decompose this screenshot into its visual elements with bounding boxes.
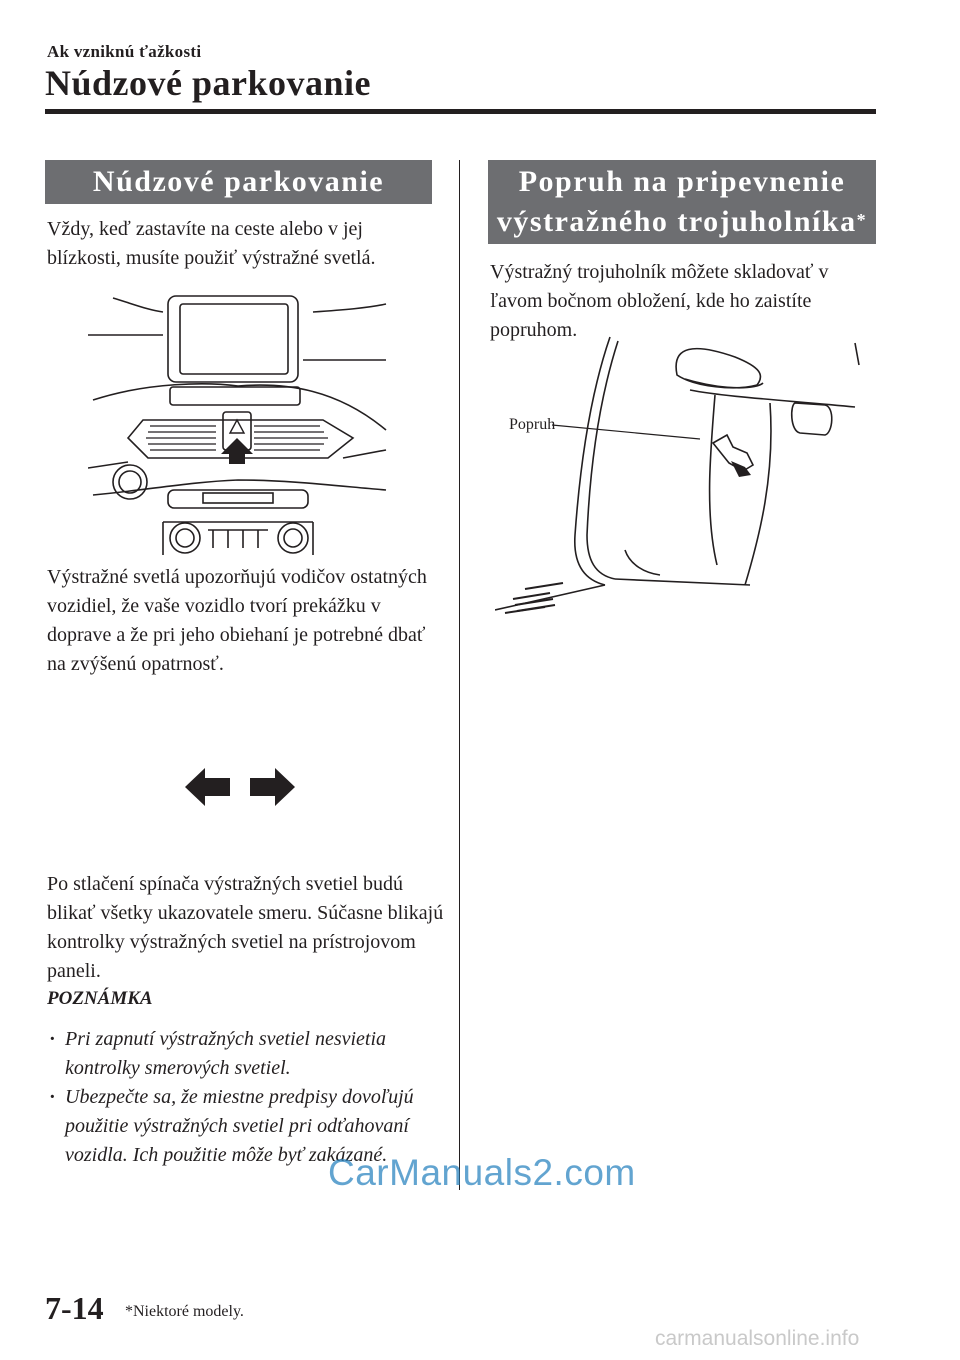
- bullet-icon: ·: [49, 1028, 56, 1050]
- note-item: · Pri zapnutí výstražných svetiel nesvietia kontrolky smerových svetiel.: [47, 1025, 447, 1083]
- breadcrumb: Ak vzniknú ťažkosti: [47, 42, 202, 61]
- dashboard-hazard-switch-illustration: [88, 290, 388, 555]
- turn-signal-arrows-icon: [185, 766, 295, 808]
- intro-paragraph: Vždy, keď zastavíte na ceste alebo v jej blízkosti, musíte použiť výstražné svetlá.: [47, 218, 376, 269]
- note-list: [47, 1025, 447, 1170]
- section-banner-triangle-strap: [488, 160, 876, 244]
- banner-line-2: výstražného trojuholníka*: [496, 205, 868, 238]
- warning-paragraph: Výstražné svetlá upozorňujú vodičov ostatných vozidiel, že vaše vozidlo tvorí prekážku v doprave a že pri jeho obiehaní je potrebné dbať na zvýšenú opatrnosť.: [47, 566, 427, 675]
- note-title: POZNÁMKA: [47, 988, 153, 1009]
- strap-paragraph: Výstražný trojuholník môžete skladovať v ľavom bočnom obložení, kde ho zaistíte popruhom.: [490, 261, 829, 341]
- blink-paragraph: Po stlačení spínača výstražných svetiel budú blikať všetky ukazovatele smeru. Súčasne blikajú kontrolky výstražných svetiel na prístrojovom paneli.: [47, 873, 444, 982]
- watermark: CarManuals2.com: [328, 1152, 636, 1193]
- site-watermark: carmanualsonline.info: [655, 1327, 860, 1350]
- page-title: Núdzové parkovanie: [45, 63, 372, 103]
- column-divider: [459, 160, 460, 1190]
- note-item: · Ubezpečte sa, že miestne predpisy dovoľujú použitie výstražných svetiel pri odťahovaní vozidla. Ich použitie môže byť zakázané.: [47, 1083, 447, 1170]
- banner-line-1: Popruh na pripevnenie: [518, 165, 846, 198]
- popruh-label: Popruh: [509, 416, 556, 433]
- footnote: *Niektoré modely.: [125, 1303, 244, 1320]
- optional-equipment-mark: *: [856, 210, 868, 230]
- page-number: 7-14: [45, 1290, 104, 1326]
- bullet-icon: ·: [49, 1086, 56, 1108]
- side-trim-strap-illustration: [495, 335, 870, 620]
- title-rule: [45, 109, 876, 114]
- section-banner-emergency-parking: Núdzové parkovanie: [45, 160, 432, 204]
